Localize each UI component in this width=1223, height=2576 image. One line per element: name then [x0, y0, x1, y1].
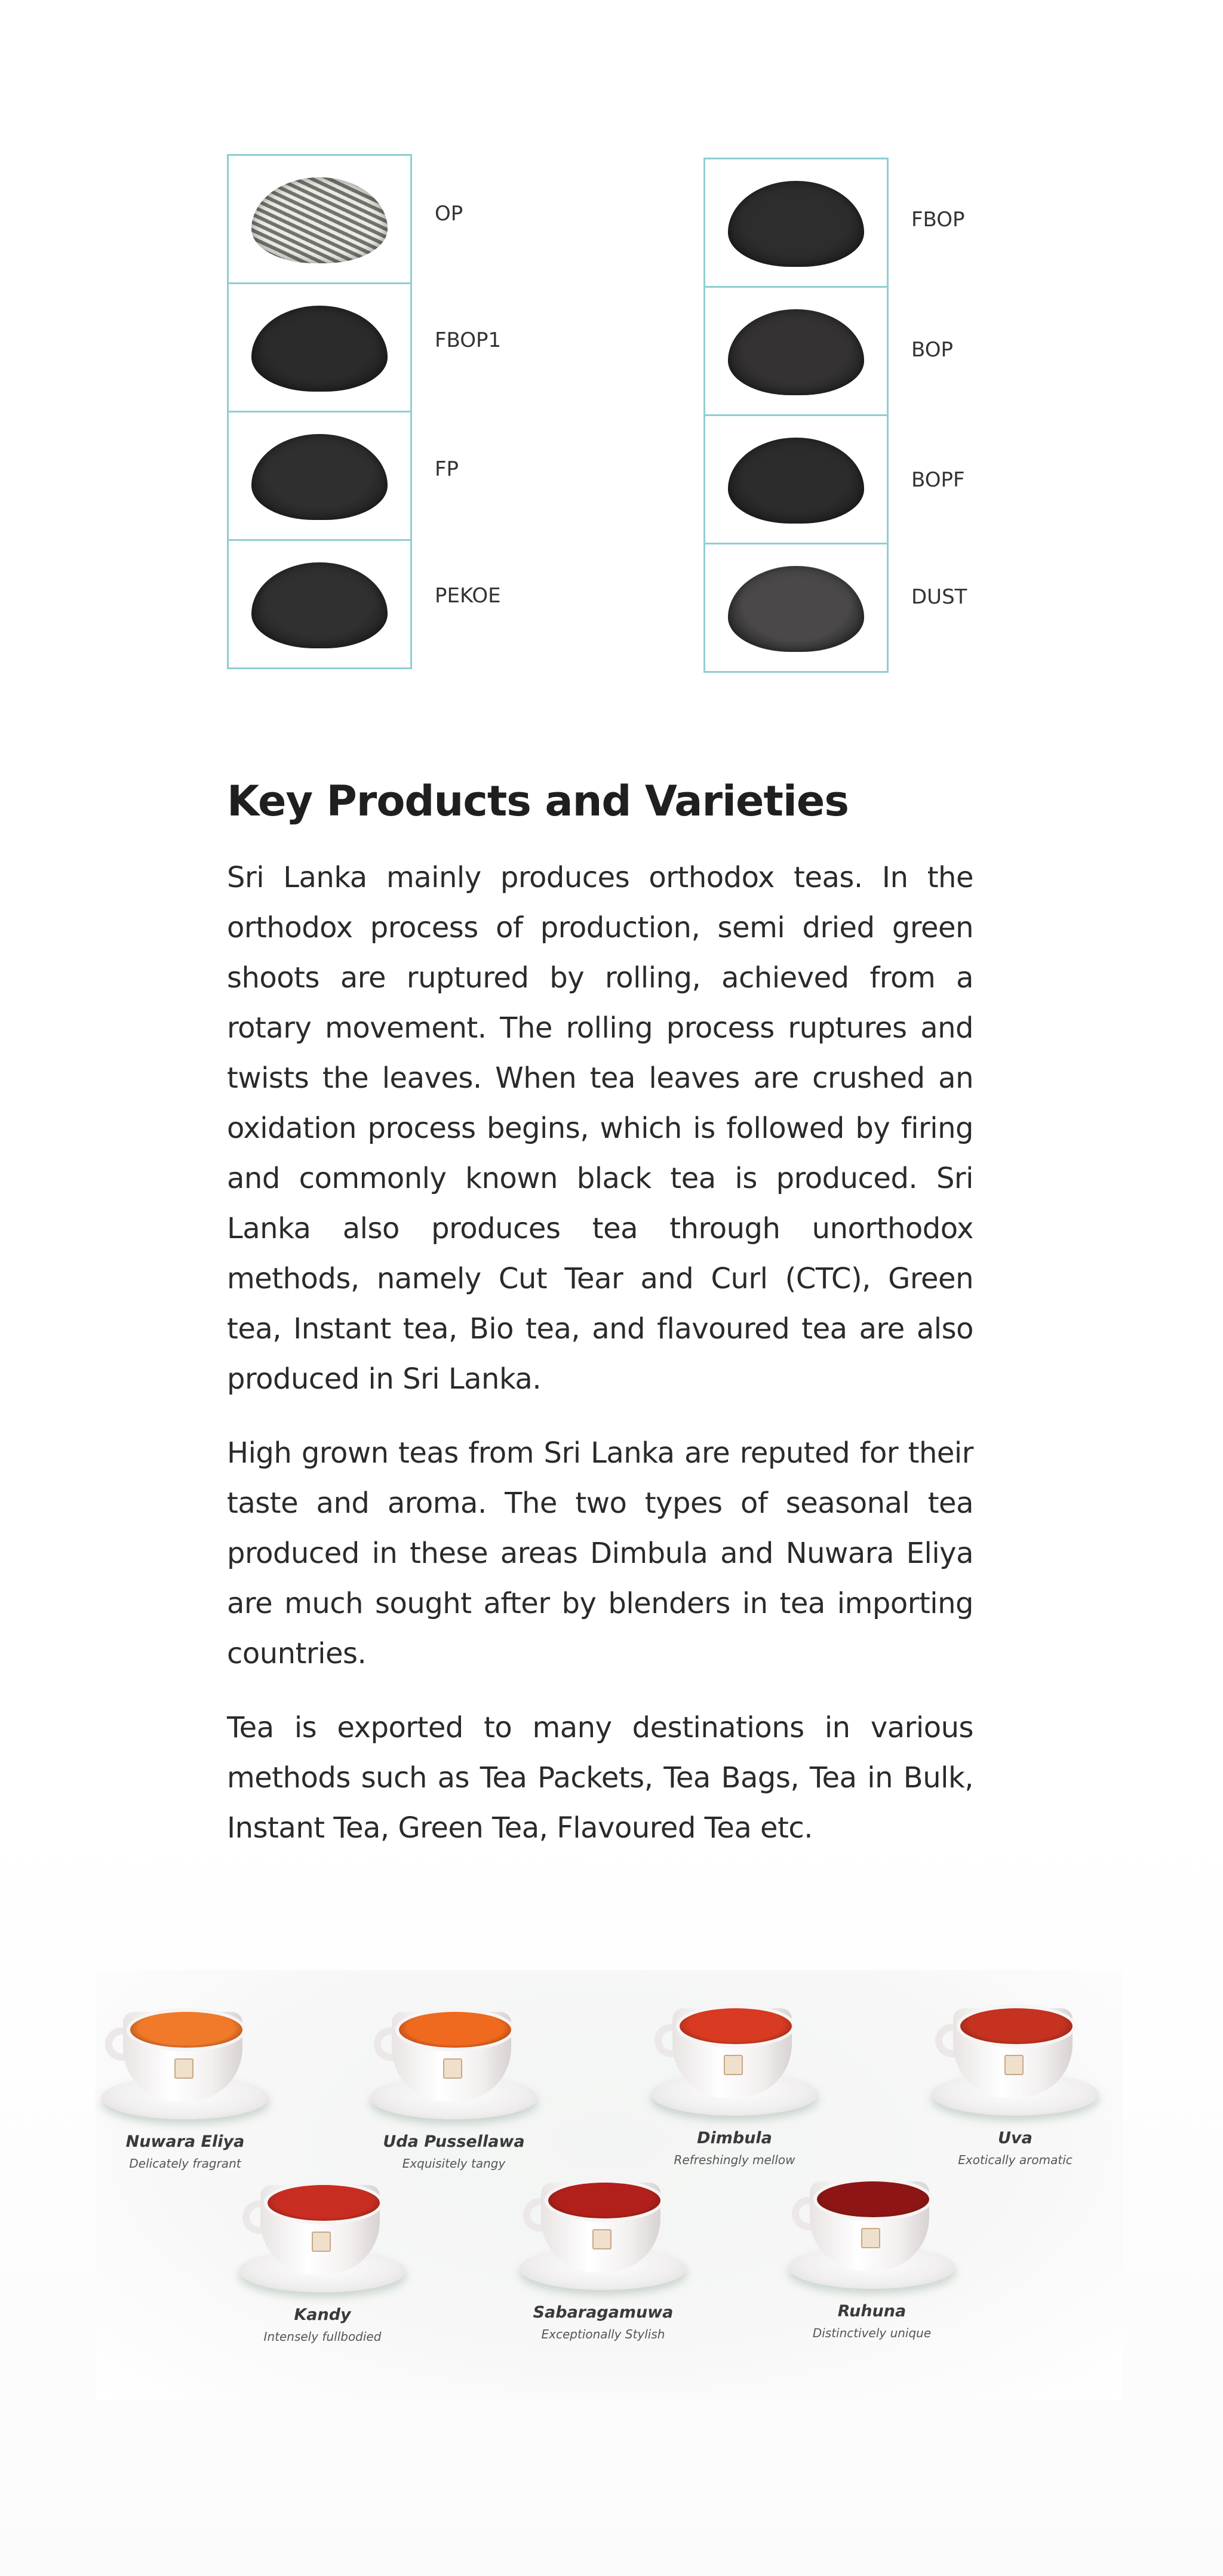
- grade-label: BOPF: [911, 468, 965, 492]
- tea-grades-figure: [227, 154, 1021, 685]
- tea-cup-kandy: [233, 2173, 412, 2352]
- grades-right-column: [703, 158, 967, 673]
- region-description: Exotically aromatic: [958, 2153, 1073, 2167]
- tea-leaf-heap: [251, 306, 388, 392]
- key-products-section: [227, 776, 973, 1877]
- cup-emblem-icon: [724, 2055, 743, 2075]
- body-paragraph: High grown teas from Sri Lanka are reputed for their taste and aroma. The two types of seasonal tea produced in these areas Dimbula and Nuwara Eliya are much sought after by blenders in tea importing countries.: [227, 1436, 973, 1670]
- section-heading: Key Products and Varieties: [227, 777, 849, 826]
- tea-regions-figure: [96, 1970, 1123, 2400]
- grade-cell: [227, 539, 412, 669]
- region-description: Exquisitely tangy: [402, 2156, 506, 2171]
- tea-liquor: [813, 2178, 933, 2221]
- grade-cell: [703, 286, 889, 416]
- grade-label: DUST: [911, 585, 967, 609]
- region-name: Dimbula: [697, 2129, 772, 2147]
- tea-liquor: [395, 2008, 515, 2051]
- tea-liquor: [127, 2008, 246, 2051]
- region-name: Uva: [998, 2129, 1033, 2147]
- tea-cup-uva: [926, 1996, 1105, 2175]
- cup-emblem-icon: [1004, 2055, 1024, 2075]
- grade-cell: [227, 154, 412, 284]
- tea-cup-ruhuna: [782, 2169, 961, 2349]
- grade-cell: [227, 411, 412, 541]
- tea-leaf-heap: [251, 562, 388, 648]
- grade-cell: [703, 158, 889, 288]
- grade-label: FBOP1: [435, 328, 502, 352]
- tea-leaf-heap: [251, 434, 388, 520]
- cup-emblem-icon: [174, 2058, 193, 2079]
- body-paragraph: Sri Lanka mainly produces orthodox teas. In the orthodox process of production, semi dried green shoots are ruptured by rolling, achieved from a rotary movement. The rolling process ruptures and twists the leaves. When tea leaves are crushed an oxidation process begins, which is followed by firing and commonly known black tea is produced. Sri Lanka also produces tea through unorthodox methods, namely Cut Tear and Curl (CTC), Green tea, Instant tea, Bio tea, and flavoured tea are also produced in Sri Lanka.: [227, 861, 973, 1396]
- region-name: Sabaragamuwa: [533, 2303, 674, 2322]
- region-name: Uda Pussellawa: [383, 2132, 525, 2151]
- grade-cell: [703, 414, 889, 544]
- region-name: Ruhuna: [837, 2302, 907, 2320]
- tea-liquor: [957, 2005, 1076, 2048]
- region-description: Exceptionally Stylish: [541, 2327, 665, 2341]
- tea-cup-uda-pussellawa: [364, 2000, 543, 2179]
- region-description: Intensely fullbodied: [263, 2329, 382, 2344]
- tea-liquor: [264, 2181, 383, 2224]
- cup-emblem-icon: [861, 2228, 880, 2248]
- tea-leaf-heap: [728, 438, 864, 524]
- region-description: Delicately fragrant: [129, 2156, 241, 2171]
- grades-left-column: [227, 154, 502, 669]
- body-paragraph: Tea is exported to many destinations in various methods such as Tea Packets, Tea Bags, Tea in Bulk, Instant Tea, Green Tea, Flavoured Tea etc.: [227, 1711, 973, 1845]
- grade-label: PEKOE: [435, 584, 501, 608]
- grade-label: BOP: [911, 338, 953, 362]
- tea-liquor: [545, 2179, 664, 2222]
- cup-emblem-icon: [443, 2058, 462, 2079]
- tea-leaf-heap: [251, 177, 388, 263]
- cup-emblem-icon: [312, 2232, 331, 2252]
- grade-label: FP: [435, 457, 459, 481]
- tea-leaf-heap: [728, 181, 864, 267]
- tea-cup-sabaragamuwa: [514, 2171, 693, 2350]
- tea-leaf-heap: [728, 309, 864, 395]
- grade-label: OP: [435, 202, 463, 226]
- grade-cell: [703, 543, 889, 673]
- tea-cup-nuwara-eliya: [96, 2000, 275, 2179]
- region-name: Nuwara Eliya: [125, 2132, 245, 2151]
- cup-emblem-icon: [592, 2229, 612, 2249]
- region-description: Refreshingly mellow: [674, 2153, 795, 2167]
- grade-label: FBOP: [911, 208, 965, 232]
- tea-cup-dimbula: [645, 1996, 824, 2175]
- tea-liquor: [676, 2005, 795, 2048]
- region-name: Kandy: [294, 2306, 351, 2324]
- tea-leaf-heap: [728, 566, 864, 652]
- grade-cell: [227, 282, 412, 413]
- region-description: Distinctively unique: [812, 2326, 932, 2340]
